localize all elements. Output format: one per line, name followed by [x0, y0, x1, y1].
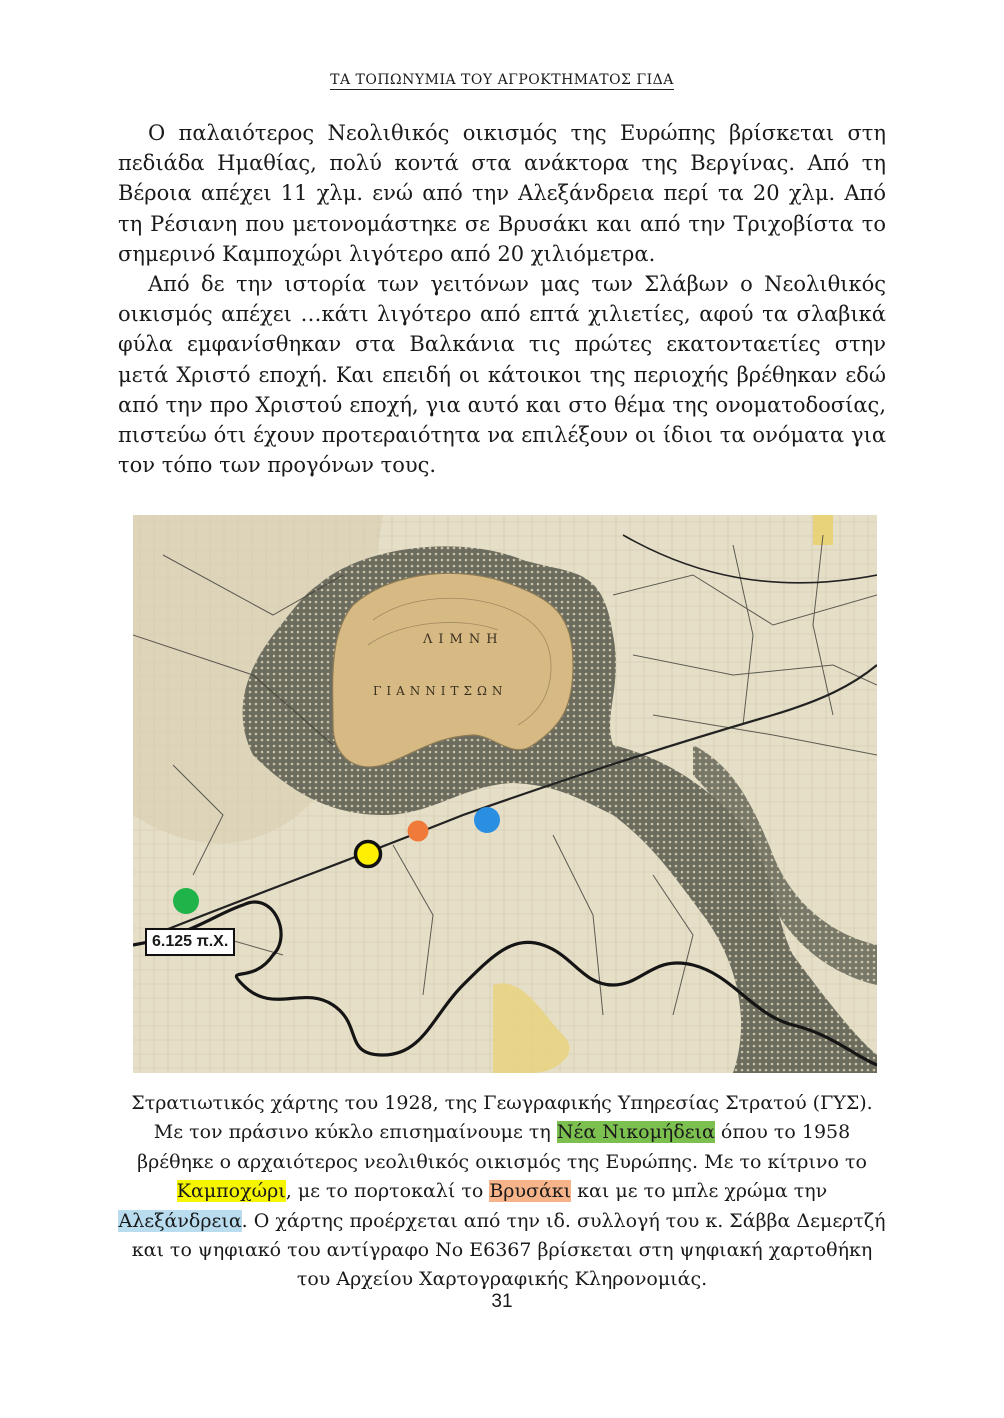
- running-header-title: ΤΑ ΤΟΠΩΝΥΜΙΑ ΤΟΥ ΑΓΡΟΚΤΗΜΑΤΟΣ ΓΙΔΑ: [330, 72, 674, 88]
- caption-text: όπου το 1958 βρέθηκε ο αρχαιότερος νεολιθικός οικισμός της Ευρώπης. Με το κίτρινο το: [137, 1121, 867, 1173]
- blue-marker-alexandreia: [474, 807, 500, 833]
- running-header: [0, 72, 1004, 88]
- map-caption: [118, 1089, 886, 1295]
- highlight-nea-nikomideia: Νέα Νικομήδεια: [556, 1121, 715, 1144]
- historical-map: [133, 515, 877, 1073]
- orange-marker-vrysaki: [408, 821, 429, 842]
- caption-text: , με το πορτοκαλί το: [285, 1180, 490, 1203]
- caption-text: . Ο χάρτης προέρχεται από την ιδ. συλλογή του κ. Σάββα Δεμερτζή και το ψηφιακό του αντίγραφο No E6367 βρίσκεται στη ψηφιακή χαρτοθήκη του Αρχείου Χαρτογραφικής Κληρονομιάς.: [131, 1209, 886, 1291]
- highlight-vrysaki: Βρυσάκι: [489, 1180, 572, 1203]
- green-marker-nea-nikomideia: [173, 888, 199, 914]
- map-drawing: [133, 515, 877, 1073]
- caption-text: και με το μπλε χρώμα την: [571, 1180, 828, 1203]
- highlight-kampochori: Καμποχώρι: [176, 1180, 286, 1203]
- paragraph: Από δε την ιστορία των γειτόνων μας των Σλάβων ο Νεολιθικός οικισμός απέχει …κάτι λιγότερο από επτά χιλιετίες, αφού τα σλαβικά φύλα εμφανίσθηκαν στα Βαλκάνια τις πρώτες εκατονταετίες στην μετά Χριστό εποχή. Και επειδή οι κάτοικοι της περιοχής βρέθηκαν εδώ από την προ Χριστού εποχή, για αυτό και στο θέμα της ονοματοδοσίας, πιστεύω ότι έχουν προτεραιότητα να επιλέξουν οι ίδιοι τα ονόματα για τον τόπο των προγόνων τους.: [118, 272, 886, 478]
- yellow-marker-kampochori: [356, 842, 381, 867]
- lake-label-2: ΓΙΑΝΝΙΤΣΩΝ: [373, 684, 508, 698]
- caption-text: Στρατιωτικός χάρτης του 1928, της Γεωγραφικής Υπηρεσίας Στρατού (ΓΥΣ). Με τον πράσινο κύκλο επισημαίνουμε τη: [131, 1092, 873, 1144]
- highlight-alexandreia: Αλεξάνδρεια: [118, 1209, 242, 1232]
- paragraph: Ο παλαιότερος Νεολιθικός οικισμός της Ευρώπης βρίσκεται στη πεδιάδα Ημαθίας, πολύ κοντά στα ανάκτορα της Βεργίνας. Από τη Βέροια απέχει 11 χλμ. ενώ από την Αλεξάνδρεια περί τα 20 χλμ. Από τη Ρέσιανη που μετονομάστηκε σε Βρυσάκι και από την Τριχοβίστα το σημερινό Καμποχώρι λιγότερο από 20 χιλιόμετρα.: [118, 121, 886, 266]
- date-label: 6.125 π.Χ.: [145, 928, 235, 956]
- lake-label-1: ΛΙΜΝΗ: [423, 632, 504, 647]
- body-text: [118, 118, 886, 480]
- page-number: 31: [491, 1291, 513, 1312]
